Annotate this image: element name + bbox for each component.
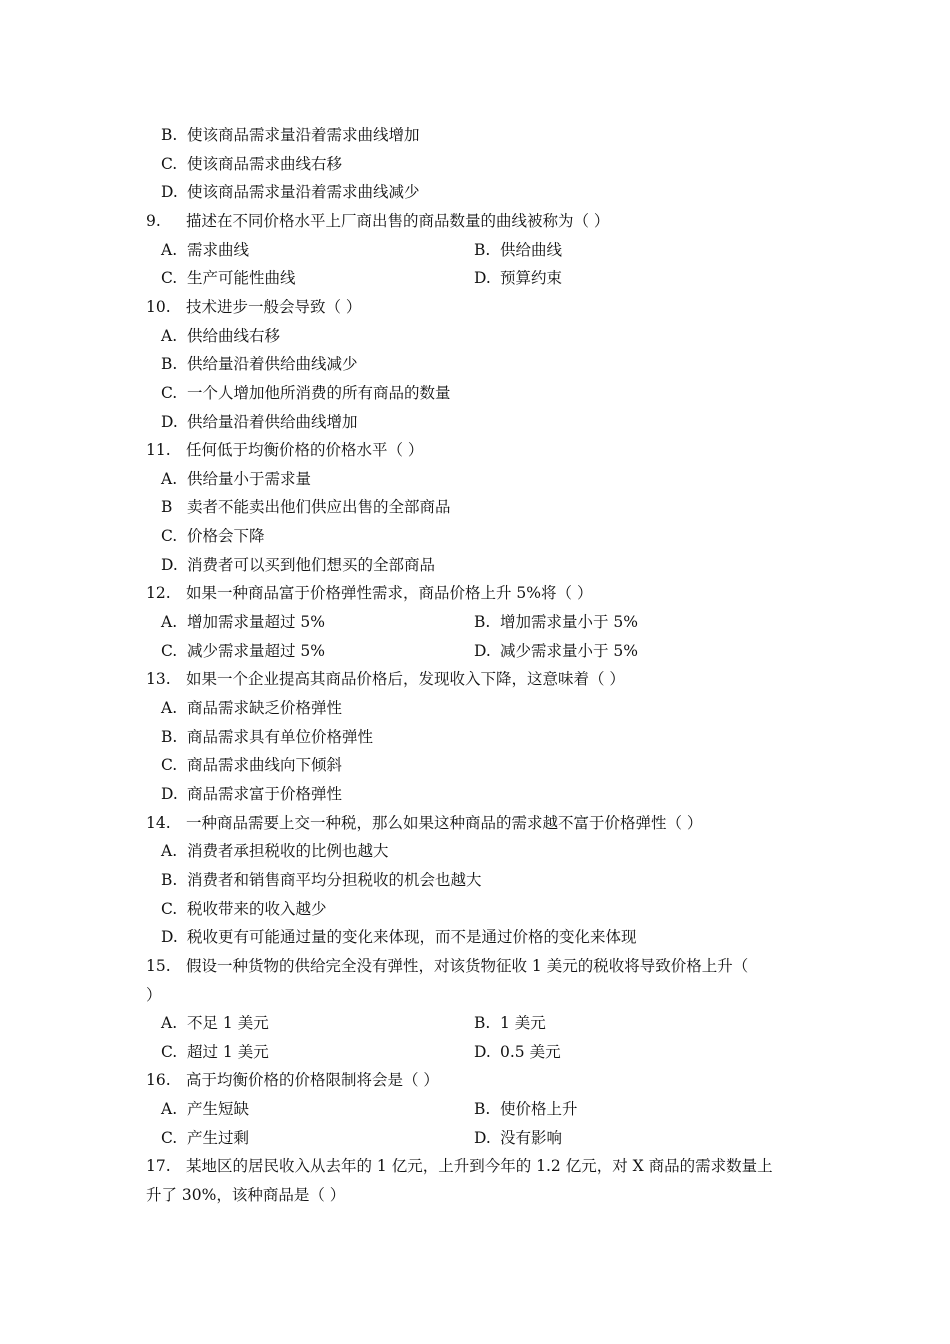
question-text: 如果一种商品富于价格弹性需求，商品价格上升 5%将（ ）	[186, 584, 593, 602]
question-text: 描述在不同价格水平上厂商出售的商品数量的曲线被称为（ ）	[186, 212, 610, 230]
option-left	[161, 268, 296, 288]
option-label: A.	[161, 327, 178, 345]
option-label: A.	[161, 613, 178, 631]
option-label: B.	[474, 613, 491, 631]
option-text: 不足 1 美元	[187, 1014, 269, 1032]
option-text: 消费者和销售商平均分担税收的机会也越大	[187, 871, 482, 889]
question-number: 13.	[146, 670, 171, 688]
question-number: 16.	[146, 1071, 171, 1089]
option-right	[474, 1013, 546, 1033]
option-text: 商品需求富于价格弹性	[187, 785, 343, 803]
option	[161, 555, 435, 575]
option-label: C.	[161, 527, 178, 545]
option-text: 商品需求缺乏价格弹性	[187, 699, 343, 717]
option-label: A.	[161, 470, 178, 488]
option-label: B.	[161, 728, 178, 746]
option-text: 使该商品需求量沿着需求曲线增加	[187, 126, 420, 144]
option-right	[474, 1099, 578, 1119]
question	[146, 1070, 439, 1090]
continuation-text: 升了 30%，该种商品是（ ）	[146, 1186, 346, 1204]
option-label: C.	[161, 384, 178, 402]
question	[146, 956, 748, 976]
question-number: 11.	[146, 441, 171, 459]
option-label: C.	[161, 155, 178, 173]
option-text: 价格会下降	[187, 527, 265, 545]
question-number: 17.	[146, 1157, 171, 1175]
option-label: B	[161, 498, 173, 516]
option-text: 税收带来的收入越少	[187, 900, 327, 918]
option-label: D.	[161, 556, 178, 574]
option-text: 减少需求量小于 5%	[500, 642, 639, 660]
option-label: A.	[161, 699, 178, 717]
option-text: 产生过剩	[187, 1129, 250, 1147]
question-text: 如果一个企业提高其商品价格后，发现收入下降，这意味着（ ）	[186, 670, 625, 688]
continuation-text: ）	[146, 986, 162, 1004]
option-label: D.	[474, 1129, 491, 1147]
option-label: C.	[161, 756, 178, 774]
option-text: 产生短缺	[187, 1100, 250, 1118]
option-label: D.	[161, 928, 178, 946]
option	[161, 326, 280, 346]
option-label: B.	[161, 355, 178, 373]
option-label: D.	[161, 413, 178, 431]
option-text: 减少需求量超过 5%	[187, 642, 326, 660]
option	[161, 698, 342, 718]
option-text: 使该商品需求曲线右移	[187, 155, 343, 173]
option-text: 没有影响	[500, 1129, 563, 1147]
question-number: 9.	[146, 212, 161, 230]
option-label: D.	[474, 1043, 491, 1061]
question	[146, 669, 625, 689]
option-left	[161, 1042, 269, 1062]
question-text: 一种商品需要上交一种税，那么如果这种商品的需求越不富于价格弹性（ ）	[186, 814, 703, 832]
option-label: B.	[161, 126, 178, 144]
option	[161, 125, 420, 145]
option	[161, 755, 342, 775]
option-text: 消费者可以买到他们想买的全部商品	[187, 556, 436, 574]
question-number: 10.	[146, 298, 171, 316]
option	[161, 182, 420, 202]
option-text: 0.5 美元	[500, 1043, 561, 1061]
option-label: A.	[161, 1100, 178, 1118]
option-label: A.	[161, 842, 178, 860]
option-label: D.	[161, 785, 178, 803]
option-right	[474, 240, 562, 260]
option-label: D.	[474, 642, 491, 660]
option-text: 供给量沿着供给曲线增加	[187, 413, 358, 431]
question-text: 某地区的居民收入从去年的 1 亿元，上升到今年的 1.2 亿元，对 X 商品的需求数量上	[186, 1157, 773, 1175]
option-left	[161, 1128, 249, 1148]
option-text: 增加需求量超过 5%	[187, 613, 326, 631]
option-text: 使该商品需求量沿着需求曲线减少	[187, 183, 420, 201]
option-left	[161, 1013, 269, 1033]
question	[146, 211, 609, 231]
option-label: B.	[474, 1100, 491, 1118]
option	[161, 841, 389, 861]
question-text: 技术进步一般会导致（ ）	[186, 298, 362, 316]
option-left	[161, 240, 249, 260]
option-text: 卖者不能卖出他们供应出售的全部商品	[187, 498, 451, 516]
option-text: 消费者承担税收的比例也越大	[187, 842, 389, 860]
option-label: C.	[161, 269, 178, 287]
option-label: A.	[161, 241, 178, 259]
option-label: C.	[161, 642, 178, 660]
option-text: 需求曲线	[187, 241, 250, 259]
question	[146, 297, 361, 317]
option-text: 供给曲线	[500, 241, 563, 259]
question-continuation	[146, 985, 162, 1005]
option-label: B.	[474, 1014, 491, 1032]
option	[161, 927, 637, 947]
option-left	[161, 1099, 249, 1119]
option-text: 供给量小于需求量	[187, 470, 312, 488]
option-text: 预算约束	[500, 269, 563, 287]
option-left	[161, 641, 325, 661]
option-right	[474, 1128, 562, 1148]
option-text: 一个人增加他所消费的所有商品的数量	[187, 384, 451, 402]
option-text: 生产可能性曲线	[187, 269, 296, 287]
option-label: D.	[474, 269, 491, 287]
question	[146, 440, 423, 460]
option-right	[474, 641, 638, 661]
option-text: 商品需求曲线向下倾斜	[187, 756, 343, 774]
option-right	[474, 612, 638, 632]
question	[146, 583, 592, 603]
option-text: 增加需求量小于 5%	[500, 613, 639, 631]
question	[146, 1156, 773, 1176]
option-text: 供给曲线右移	[187, 327, 281, 345]
option	[161, 412, 358, 432]
question-text: 假设一种货物的供给完全没有弹性，对该货物征收 1 美元的税收将导致价格上升（	[186, 957, 749, 975]
option	[161, 870, 482, 890]
option	[161, 526, 265, 546]
option-label: B.	[161, 871, 178, 889]
option	[161, 727, 373, 747]
option-left	[161, 612, 325, 632]
option	[161, 899, 327, 919]
option	[161, 154, 342, 174]
option-text: 商品需求具有单位价格弹性	[187, 728, 374, 746]
question-text: 任何低于均衡价格的价格水平（ ）	[186, 441, 424, 459]
option-label: C.	[161, 900, 178, 918]
question-number: 14.	[146, 814, 171, 832]
option-text: 1 美元	[500, 1014, 546, 1032]
option-label: C.	[161, 1129, 178, 1147]
option-text: 供给量沿着供给曲线减少	[187, 355, 358, 373]
question-number: 15.	[146, 957, 171, 975]
option	[161, 469, 311, 489]
option	[161, 497, 451, 517]
question-text: 高于均衡价格的价格限制将会是（ ）	[186, 1071, 439, 1089]
option	[161, 784, 342, 804]
option-right	[474, 268, 562, 288]
option-label: B.	[474, 241, 491, 259]
option	[161, 383, 451, 403]
option-label: C.	[161, 1043, 178, 1061]
option-label: A.	[161, 1014, 178, 1032]
option-text: 税收更有可能通过量的变化来体现，而不是通过价格的变化来体现	[187, 928, 637, 946]
option-text: 超过 1 美元	[187, 1043, 269, 1061]
option-label: D.	[161, 183, 178, 201]
question-number: 12.	[146, 584, 171, 602]
option	[161, 354, 358, 374]
option-text: 使价格上升	[500, 1100, 578, 1118]
question-continuation	[146, 1185, 345, 1205]
question	[146, 813, 702, 833]
option-right	[474, 1042, 561, 1062]
